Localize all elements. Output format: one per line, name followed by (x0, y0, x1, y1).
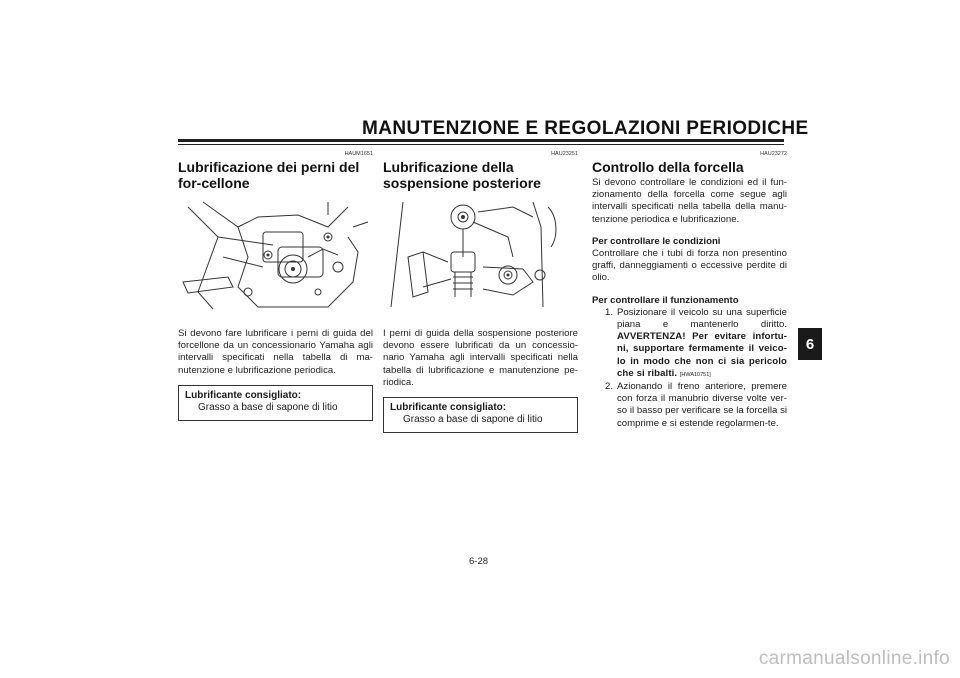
lubricant-label: Lubrificante consigliato: (185, 389, 302, 401)
body-text: I perni di guida della sospensione posteriore devono essere lubrificati da un concessio-nario Yamaha agli intervalli specificati nella tabella di lubrificazione e manutenzione pe-riodica. (383, 328, 578, 388)
section-code: HAUM1651 (344, 151, 373, 157)
lubricant-box (178, 385, 373, 421)
lubricant-box (383, 397, 578, 433)
condition-subheading: Per controllare le condizioni (592, 235, 721, 247)
column-rear-suspension (383, 150, 578, 433)
header-rule-thick (178, 139, 784, 142)
procedure-steps (592, 307, 787, 430)
section-code: HAU23272 (760, 151, 787, 157)
step-number: 1. (604, 306, 613, 318)
section-title: Lubrificazione dei perni del for-cellone (178, 159, 360, 191)
column-swingarm (178, 150, 373, 421)
lubricant-value: Grasso a base di sapone di litio (403, 414, 543, 426)
body-text: Si devono fare lubrificare i perni di guida del forcellone da un concessionario Yamaha agli intervalli specificati nella tabella di ma-nutenzione e lubrificazione periodica. (178, 328, 373, 376)
column-fork-check (592, 150, 787, 430)
intro-text: Si devono controllare le condizioni ed il fun-zionamento della forcella come segue agli intervalli specificati nella tabella della manu-tenzione periodica e lubrificazione. (592, 177, 787, 225)
section-title: Controllo della forcella (592, 159, 744, 175)
step-text: Azionando il freno anteriore, premere con forza il manubrio diverse volte ver-so il basso per verificare se la forcella si comprime e si estende regolarmen-te. (617, 381, 787, 429)
warning-text: AVVERTENZA! Per evitare infortu-ni, supportare fermamente il veico-lo in modo che non ci sia pericolo che si ribalti. (617, 331, 787, 379)
chapter-tab[interactable]: 6 (798, 328, 822, 360)
lubricant-value: Grasso a base di sapone di litio (198, 401, 338, 413)
step-2 (592, 381, 787, 430)
section-code: HAU23251 (551, 151, 578, 157)
page-number: 6-28 (469, 556, 489, 567)
watermark: carmanualsonline.info (758, 648, 950, 669)
step-number: 2. (604, 381, 613, 393)
page-header-title: MANUTENZIONE E REGOLAZIONI PERIODICHE (362, 118, 809, 139)
condition-text: Controllare che i tubi di forza non presentino graffi, danneggiamenti o eccessive perdite di olio. (592, 248, 787, 284)
header-rule-thin (178, 144, 784, 145)
step-text: Posizionare il veicolo su una superficie piana e mantenerlo diritto. (617, 306, 787, 331)
function-subheading: Per controllare il funzionamento (592, 294, 739, 306)
section-title: Lubrificazione della sospensione posteriore (383, 159, 541, 191)
swingarm-pivot-illustration (178, 197, 373, 315)
warning-code: [HWA10751] (679, 371, 711, 378)
rear-suspension-illustration (383, 197, 578, 315)
step-1 (592, 307, 787, 381)
lubricant-label: Lubrificante consigliato: (390, 402, 507, 414)
